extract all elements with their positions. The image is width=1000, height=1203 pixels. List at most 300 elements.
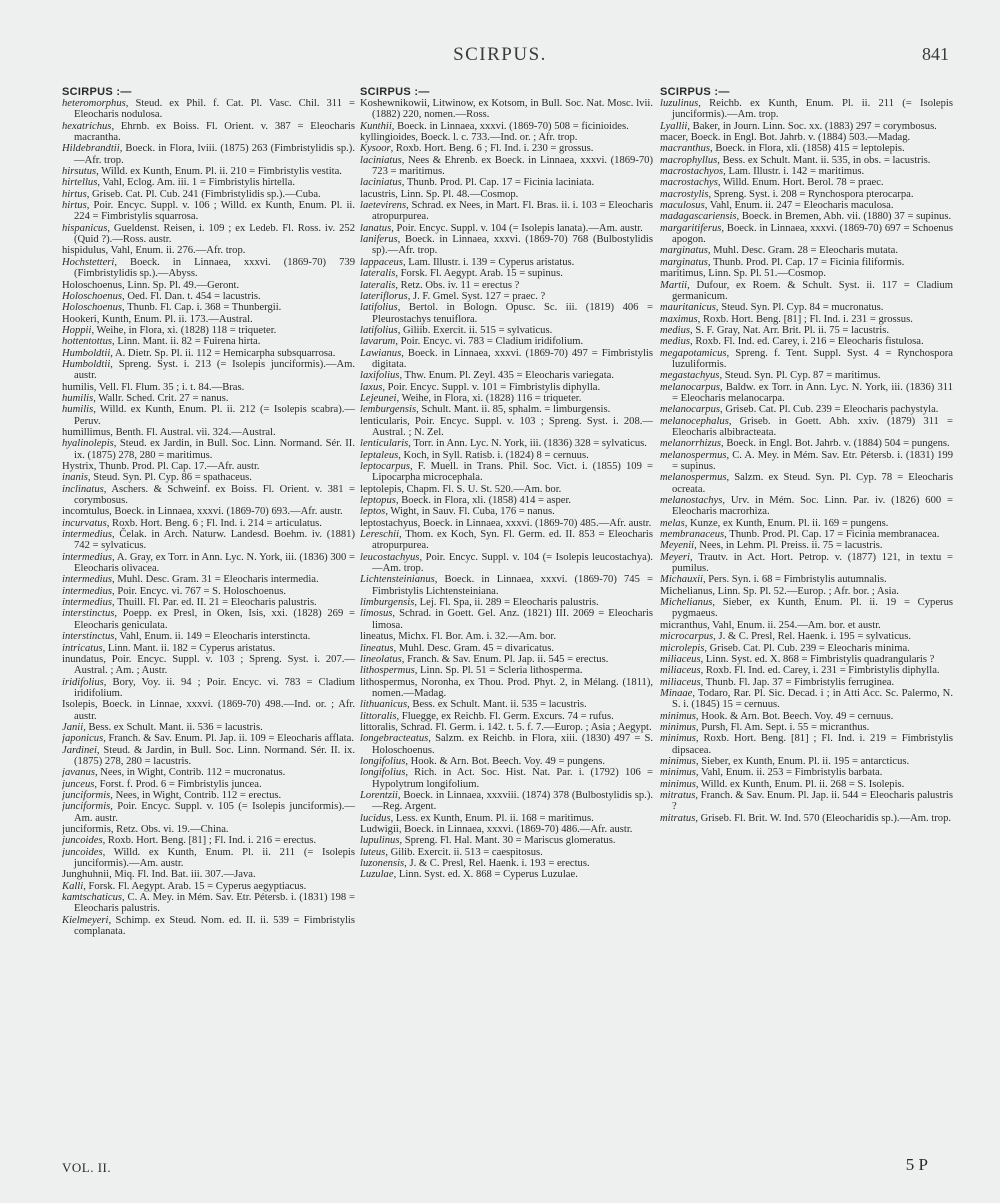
entry bbox=[660, 302, 953, 313]
entry-text: , Boeck. in Linnaea, xxxvi. (1869-70) 508 = ficinioides. bbox=[391, 120, 629, 132]
entry-name: Holoschoenus bbox=[62, 302, 123, 314]
entry bbox=[660, 665, 953, 676]
entry bbox=[660, 404, 953, 415]
entry bbox=[360, 234, 653, 257]
entry bbox=[62, 677, 355, 700]
entry-name: lineolatus bbox=[360, 653, 402, 665]
entry-text: , J. & C. Presl, Rel. Haenk. i. 193 = erectus. bbox=[404, 858, 590, 870]
entry-name: laetevirens bbox=[360, 200, 407, 212]
entry bbox=[660, 166, 953, 177]
entry bbox=[660, 631, 953, 642]
entry bbox=[360, 257, 653, 268]
entry-name: hottentottus bbox=[62, 336, 113, 348]
entry-name: Lejeunei bbox=[360, 392, 397, 404]
entry-text: , Roxb. Hort. Beng. [81] ; Fl. Ind. i. 231 = grossus. bbox=[697, 313, 913, 325]
entry-text: , Ehrnb. ex Boiss. Fl. Orient. v. 387 = Eleocharis macrantha. bbox=[74, 120, 355, 144]
entry-name: melanocarpus bbox=[660, 381, 721, 393]
entry-text: , Willd. Enum. Hort. Berol. 78 = praec. bbox=[717, 177, 884, 189]
entry-name: mauritanicus bbox=[660, 302, 716, 314]
entry-text: , Trautv. in Act. Hort. Petrop. v. (1877) 121, in textu = pumilus. bbox=[672, 551, 953, 575]
entry-text: , Wallr. Sched. Crit. 27 = nanus. bbox=[93, 392, 229, 404]
entry-name: Lichtensteinianus bbox=[360, 574, 435, 586]
entry bbox=[62, 223, 355, 246]
entry-name: Meyeri bbox=[660, 551, 690, 563]
entry-text: inundatus, Poir. Encyc. Suppl. v. 103 ; Spreng. Syst. i. 207.—Austral. ; Am. ; Austr. bbox=[62, 653, 355, 677]
column-heading: SCIRPUS :— bbox=[660, 86, 730, 98]
entry bbox=[360, 699, 653, 710]
entry bbox=[62, 824, 355, 835]
entry-name: lithospermus bbox=[360, 665, 415, 677]
signature-mark: 5 P bbox=[905, 1155, 928, 1174]
entry-text: , Thom. ex Koch, Syn. Fl. Germ. ed. II. 853 = Eleocharis atropurpurea. bbox=[372, 529, 653, 552]
entry-name: Janii bbox=[62, 721, 84, 733]
entry-name: madagascariensis bbox=[660, 211, 737, 223]
entry-text: , Fluegge, ex Reichb. Fl. Germ. Excurs. 74 = rufus. bbox=[396, 710, 614, 722]
entry-name: lemburgensis bbox=[360, 404, 417, 416]
entry bbox=[62, 461, 355, 472]
entry bbox=[360, 370, 653, 381]
entry bbox=[660, 767, 953, 778]
entry-text: , Dufour, ex Roem. & Schult. Syst. ii. 117 = Cladium germanicum. bbox=[672, 279, 953, 302]
entry-text: , J. & C. Presl, Rel. Haenk. i. 195 = sylvaticus. bbox=[713, 631, 911, 643]
entry-text: , Roxb. Hort. Beng. 6 ; Fl. Ind. i. 214 = articulatus. bbox=[106, 517, 322, 529]
entry bbox=[62, 608, 355, 631]
entry-text: , Roxb. Fl. Ind. ed. Carey, i. 216 = Eleocharis fistulosa. bbox=[690, 336, 924, 348]
entry bbox=[62, 767, 355, 778]
entry-name: leptocarpus bbox=[360, 461, 411, 472]
entry-text: littoralis, Schrad. Fl. Germ. i. 142. t. 5. f. 7.—Europ. ; Asia ; Aegypt. bbox=[360, 721, 652, 733]
entry-text: , Griseb. in Goett. Abh. xxiv. (1879) 311 = Eleocharis albibracteata. bbox=[672, 415, 953, 438]
entry bbox=[62, 314, 355, 325]
entry-text: micranthus, Vahl, Enum. ii. 254.—Am. bor. et austr. bbox=[660, 619, 881, 631]
entry-text: , Bess. ex Schult. Mant. ii. 535, in obs. = lacustris. bbox=[717, 154, 931, 166]
entry bbox=[360, 574, 653, 597]
entry-text: lacustris, Linn. Sp. Pl. 48.—Cosmop. bbox=[360, 188, 519, 200]
entry-text: , Franch. & Sav. Enum. Pl. Jap. ii. 109 = Eleocharis afflata. bbox=[103, 733, 354, 745]
entry bbox=[62, 438, 355, 461]
entry bbox=[660, 177, 953, 188]
entry bbox=[360, 597, 653, 608]
entry-name: mitratus bbox=[660, 812, 696, 824]
entry bbox=[62, 200, 355, 223]
entry-text: , Giliib. Exercit. ii. 515 = sylvaticus. bbox=[397, 324, 553, 336]
entry-name: lithuanicus bbox=[360, 699, 408, 711]
entry bbox=[62, 427, 355, 438]
entry-text: , Thunb. Prod. Pl. Cap. 17 = Ficinia filiformis. bbox=[707, 256, 905, 268]
entry bbox=[660, 472, 953, 495]
entry-name: lupulinus bbox=[360, 835, 400, 847]
entry-name: luteus bbox=[360, 846, 386, 858]
entry-text: , Retz. Obs. iv. 11 = erectus ? bbox=[395, 279, 520, 291]
entry-name: melanocephalus bbox=[660, 415, 729, 427]
entry-text: , Vahl, Enum. ii. 149 = Eleocharis interstincta. bbox=[114, 631, 311, 643]
entry-text: , Kunze, ex Kunth, Enum. Pl. ii. 169 = pungens. bbox=[684, 517, 889, 529]
entry bbox=[62, 291, 355, 302]
entry-name: latifolius bbox=[360, 324, 398, 336]
entry-text: , Thunb. Fl. Jap. 37 = Fimbristylis ferruginea. bbox=[700, 676, 895, 688]
entry-text: , A. Gray, ex Torr. in Ann. Lyc. N. York, iii. (1836) 300 = Eleocharis olivacea. bbox=[74, 551, 355, 575]
entry-name: laxifolius bbox=[360, 370, 400, 382]
entry-text: , Poir. Encyc. Suppl. v. 106 ; Willd. ex Kunth, Enum. Pl. ii. 224 = Fimbristylis squarrosa. bbox=[74, 200, 355, 223]
entry bbox=[660, 779, 953, 790]
entry-name: microcarpus bbox=[660, 631, 714, 643]
entry-text: , Bertol. in Bologn. Opusc. Sc. iii. (1819) 406 = Pleurostachys tenuiflora. bbox=[372, 302, 653, 325]
entry-text: , Boeck. in Linnaea, xxxvi. (1869-70) 745 = Fimbristylis Lichtensteiniana. bbox=[372, 574, 653, 597]
entry bbox=[660, 336, 953, 347]
entry-name: humilis bbox=[62, 404, 94, 416]
entry bbox=[360, 835, 653, 846]
entry-name: incurvatus bbox=[62, 517, 107, 529]
entry-name: Humboldtii bbox=[62, 358, 111, 370]
entry bbox=[360, 416, 653, 439]
entry-text: , Koch, in Syll. Ratisb. i. (1824) 8 = cernuus. bbox=[398, 449, 589, 461]
entry-name: Michauxii bbox=[660, 574, 703, 586]
entry-name: macrophyllus bbox=[660, 154, 718, 166]
entry-name: laniferus bbox=[360, 234, 398, 246]
entry bbox=[660, 132, 953, 143]
entry-text: , Muhl. Desc. Gram. 31 = Eleocharis intermedia. bbox=[112, 574, 319, 586]
entry-text: Ludwigii, Boeck. in Linnaea, xxxvi. (1869-70) 486.—Afr. austr. bbox=[360, 824, 633, 835]
entry-list bbox=[660, 98, 953, 824]
entry bbox=[360, 484, 653, 495]
entry bbox=[660, 540, 953, 551]
entry bbox=[360, 438, 653, 449]
entry bbox=[660, 756, 953, 767]
entry-name: microlepis bbox=[660, 642, 705, 654]
entry-name: Lyallii bbox=[660, 120, 688, 132]
entry-name: lappaceus bbox=[360, 256, 403, 268]
entry-text: , Nees, in Wight, Contrib. 112 = erectus. bbox=[110, 789, 282, 801]
running-head bbox=[0, 44, 1000, 70]
entry-name: medius bbox=[660, 336, 691, 348]
entry-name: Humboldtii bbox=[62, 347, 111, 359]
entry-name: inclinatus bbox=[62, 483, 104, 495]
column-1 bbox=[62, 86, 355, 1166]
entry-text: , Thuill. Fl. Par. ed. II. 21 = Eleocharis palustris. bbox=[112, 597, 317, 609]
entry-text: , Bess. ex Schult. Mant. ii. 536 = lacustris. bbox=[83, 721, 263, 733]
entry-text: , Forsk. Fl. Aegypt. Arab. 15 = Cyperus aegyptiacus. bbox=[83, 880, 307, 892]
entry-name: Kielmeyeri bbox=[62, 914, 109, 926]
entry-name: hyalinolepis bbox=[62, 438, 114, 450]
entry-text: , Boeck. in Linnaea, xxxviii. (1874) 378 (Bulbostylidis sp.).—Reg. Argent. bbox=[372, 789, 653, 813]
entry bbox=[360, 518, 653, 529]
column-heading: SCIRPUS :— bbox=[360, 86, 430, 98]
entry-name: Jardinei bbox=[62, 744, 97, 756]
entry bbox=[62, 722, 355, 733]
entry-name: lateralis bbox=[360, 268, 396, 280]
entry-text: , Willd. ex Kunth, Enum. Pl. ii. 268 = S. Isolepis. bbox=[695, 778, 905, 790]
entry-text: , Poir. Encyc. vi. 783 = Cladium iridifolium. bbox=[395, 336, 584, 348]
entry-name: laciniatus bbox=[360, 177, 402, 189]
entry-name: kamtschaticus bbox=[62, 892, 123, 904]
entry bbox=[62, 484, 355, 507]
entry bbox=[360, 155, 653, 178]
entry bbox=[360, 711, 653, 722]
entry-name: maculosus bbox=[660, 200, 705, 212]
entry bbox=[62, 121, 355, 144]
entry-text: , Linn. Mant. ii. 182 = Cyperus aristatus. bbox=[102, 642, 276, 654]
entry-name: maximus bbox=[660, 313, 698, 325]
entry bbox=[660, 200, 953, 211]
entry-text: , Gueldenst. Reisen, i. 109 ; ex Ledeb. Fl. Ross. iv. 252 (Quid ?).—Ross. austr. bbox=[74, 222, 355, 246]
entry-text: , Schrad. ex Nees, in Mart. Fl. Bras. ii. i. 103 = Eleocharis atropurpurea. bbox=[372, 200, 653, 223]
entry-name: minimus bbox=[660, 710, 696, 722]
entry-name: minimus bbox=[660, 733, 696, 745]
entry bbox=[360, 461, 653, 484]
entry-name: interstinctus bbox=[62, 631, 115, 643]
entry-text: , Boeck. in Flora, xli. (1858) 414 = asper. bbox=[395, 495, 572, 507]
entry-text: , Aschers. & Schweinf. ex Boiss. Fl. Orient. v. 381 = corymbosus. bbox=[74, 483, 355, 507]
entry-name: Kunthii bbox=[360, 120, 392, 132]
entry bbox=[360, 291, 653, 302]
entry-text: humillimus, Benth. Fl. Austral. vii. 324.—Austral. bbox=[62, 426, 276, 438]
entry bbox=[360, 495, 653, 506]
entry-text: , Linn. Mant. ii. 82 = Fuirena hirta. bbox=[112, 336, 261, 348]
entry bbox=[62, 552, 355, 575]
entry-name: melas bbox=[660, 517, 685, 529]
entry bbox=[360, 813, 653, 824]
entry-text: , Hook. & Arn. Bot. Beech. Voy. 49 = pungens. bbox=[405, 755, 606, 767]
entry-text: leptostachyus, Boeck. in Linnaea, xxxvi. (1869-70) 485.—Afr. austr. bbox=[360, 517, 652, 529]
entry bbox=[660, 257, 953, 268]
entry-name: Meyenii bbox=[660, 540, 695, 552]
entry-text: , Roxb. Fl. Ind. ed. Carey, i. 231 = Fimbristylis diphylla. bbox=[700, 665, 940, 677]
entry-text: Michelianus, Linn. Sp. Pl. 52.—Europ. ; Afr. bor. ; Asia. bbox=[660, 585, 899, 597]
entry-text: , Poir. Encyc. Suppl. v. 104 (= Isolepis leucostachya).—Am. trop. bbox=[372, 551, 653, 575]
entry-name: intermedius bbox=[62, 597, 113, 609]
entry bbox=[360, 790, 653, 813]
entry bbox=[62, 597, 355, 608]
entry-name: miliaceus bbox=[660, 665, 701, 677]
entry-name: Kalli bbox=[62, 880, 84, 892]
entry bbox=[660, 245, 953, 256]
entry bbox=[660, 733, 953, 756]
entry-text: , Thunb. Prod. Pl. Cap. 17 = Ficinia membranacea. bbox=[724, 529, 940, 541]
entry-text: Junghuhnii, Miq. Fl. Ind. Bat. iii. 307.—Java. bbox=[62, 869, 256, 881]
entry-text: , C. A. Mey. in Mém. Sav. Etr. Pétersb. i. (1831) 198 = Eleocharis palustris. bbox=[74, 892, 355, 915]
entry bbox=[360, 529, 653, 552]
entry-name: limburgensis bbox=[360, 597, 415, 609]
entry-text: , Boeck. in Linnaea, xxxvi. (1869-70) 739 (Fimbristylidis sp.).—Abyss. bbox=[74, 256, 355, 280]
entry bbox=[660, 597, 953, 620]
entry-text: , Franch. & Sav. Enum. Pl. Jap. ii. 544 = Eleocharis palustris ? bbox=[672, 789, 953, 813]
entry-text: , Schimp. ex Steud. Nom. ed. II. ii. 539 = Fimbristylis complanata. bbox=[74, 914, 355, 938]
entry bbox=[62, 586, 355, 597]
entry-text: , Linn. Syst. ed. X. 868 = Cyperus Luzulae. bbox=[393, 869, 578, 881]
entry bbox=[660, 348, 953, 371]
entry-name: intermedius bbox=[62, 574, 113, 586]
entry-text: , Gilib. Exercit. ii. 513 = caespitosus. bbox=[385, 846, 543, 858]
page-number: 841 bbox=[922, 44, 949, 64]
entry-name: lateriflorus bbox=[360, 290, 408, 302]
entry-text: Hookeri, Kunth, Enum. Pl. ii. 173.—Austral. bbox=[62, 313, 253, 325]
entry-name: longebracteatus bbox=[360, 733, 429, 745]
entry bbox=[62, 336, 355, 347]
entry bbox=[360, 189, 653, 200]
entry bbox=[360, 143, 653, 154]
entry-text: , Weihe, in Flora, xi. (1828) 116 = triqueter. bbox=[396, 392, 582, 404]
entry bbox=[360, 302, 653, 325]
entry-name: hirtus bbox=[62, 200, 87, 212]
entry-name: hirtus bbox=[62, 188, 87, 200]
entry-name: longifolius bbox=[360, 755, 406, 767]
entry bbox=[660, 722, 953, 733]
entry bbox=[360, 552, 653, 575]
entry bbox=[360, 348, 653, 371]
entry bbox=[360, 325, 653, 336]
entry-name: melanorrhizus bbox=[660, 438, 722, 450]
entry bbox=[660, 450, 953, 473]
entry bbox=[62, 779, 355, 790]
entry bbox=[360, 722, 653, 733]
entry bbox=[360, 450, 653, 461]
entry bbox=[660, 574, 953, 585]
entry bbox=[660, 495, 953, 518]
entry bbox=[360, 608, 653, 631]
entry-text: , Steud. Syn. Pl. Cyp. 87 = maritimus. bbox=[719, 370, 881, 382]
entry-text: , Willd. ex Kunth, Enum. Pl. ii. 211 (= Isolepis junciformis).—Am. austr. bbox=[74, 846, 355, 870]
entry-text: , S. F. Gray, Nat. Arr. Brit. Pl. ii. 75 = lacustris. bbox=[690, 324, 889, 336]
entry bbox=[660, 620, 953, 631]
entry-text: , Steud. Syn. Pl. Cyp. 86 = spathaceus. bbox=[87, 472, 252, 484]
entry-name: lanatus bbox=[360, 222, 392, 234]
entry bbox=[62, 915, 355, 938]
entry-name: junciformis bbox=[62, 801, 111, 813]
entry bbox=[62, 654, 355, 677]
entry-name: minimus bbox=[660, 721, 696, 733]
entry-name: junciformis bbox=[62, 789, 111, 801]
entry-text: maritimus, Linn. Sp. Pl. 51.—Cosmop. bbox=[660, 268, 826, 280]
entry-list bbox=[360, 98, 653, 881]
entry bbox=[62, 643, 355, 654]
entry-text: , Spreng. Syst. i. 208 = Rynchospora pterocarpa. bbox=[708, 188, 914, 200]
entry-text: , A. Dietr. Sp. Pl. ii. 112 = Hemicarpha subsquarrosa. bbox=[110, 347, 336, 359]
entry-text: junciformis, Retz. Obs. vi. 19.—China. bbox=[62, 824, 229, 835]
entry bbox=[62, 745, 355, 768]
entry bbox=[62, 881, 355, 892]
entry-text: leptolepis, Chapm. Fl. S. U. St. 520.—Am. bor. bbox=[360, 483, 562, 495]
entry-text: , Muhl. Desc. Gram. 45 = divaricatus. bbox=[393, 642, 554, 654]
entry bbox=[62, 302, 355, 313]
entry-name: hirtellus bbox=[62, 177, 98, 189]
entry-name: melanocarpus bbox=[660, 404, 721, 416]
entry-text: , Spreng. Fl. Hal. Mant. 30 = Mariscus glomeratus. bbox=[399, 835, 616, 847]
entry-name: lenticularis bbox=[360, 438, 409, 450]
entry-name: macrostylis bbox=[660, 188, 709, 200]
entry-name: leptopus bbox=[360, 495, 396, 507]
entry-text: , Steud. Syn. Pl. Cyp. 84 = mucronatus. bbox=[715, 302, 884, 314]
entry bbox=[360, 858, 653, 869]
entry-name: miliaceus bbox=[660, 653, 701, 665]
entry-text: Hystrix, Thunb. Prod. Pl. Cap. 17.—Afr. austr. bbox=[62, 461, 260, 472]
entry bbox=[360, 268, 653, 279]
entry-name: Lawianus bbox=[360, 347, 402, 359]
entry-name: humilis bbox=[62, 392, 94, 404]
entry bbox=[360, 767, 653, 790]
entry-name: laciniatus bbox=[360, 154, 402, 166]
entry bbox=[360, 643, 653, 654]
entry-text: , Griseb. Cat. Pl. Cub. 241 (Fimbristylidis sp.).—Cuba. bbox=[86, 188, 321, 200]
entry-text: , Sieber, ex Kunth, Enum. Pl. ii. 195 = antarcticus. bbox=[695, 755, 910, 767]
entry-text: , Nees, in Wight, Contrib. 112 = mucronatus. bbox=[94, 767, 286, 779]
entry bbox=[660, 155, 953, 166]
entry-name: longifolius bbox=[360, 767, 406, 779]
entry-text: , Roxb. Hort. Beng. [81] ; Fl. Ind. i. 219 = Fimbristylis dipsacea. bbox=[672, 733, 953, 756]
entry-name: lateralis bbox=[360, 279, 396, 291]
entry bbox=[62, 325, 355, 336]
entry bbox=[62, 257, 355, 280]
entry bbox=[360, 631, 653, 642]
entry bbox=[660, 280, 953, 303]
entry-text: , Thunb. Prod. Pl. Cap. 17 = Ficinia laciniata. bbox=[401, 177, 595, 189]
entry-text: , Oed. Fl. Dan. t. 454 = lacustris. bbox=[122, 290, 261, 302]
entry bbox=[360, 654, 653, 665]
entry-text: , Schrad. in Goett. Gel. Anz. (1821) III. 2069 = Eleocharis limosa. bbox=[372, 608, 653, 631]
entry-name: macrostachyos bbox=[660, 166, 724, 178]
entry bbox=[660, 586, 953, 597]
entry-name: Lereschii bbox=[360, 529, 400, 541]
entry-text: , Forst. f. Prod. 6 = Fimbristylis juncea. bbox=[94, 778, 262, 790]
entry-name: margaritiferus bbox=[660, 222, 722, 234]
entry-text: , Griseb. Fl. Brit. W. Ind. 570 (Eleocharidis sp.).—Am. trop. bbox=[695, 812, 952, 824]
entry-text: , Spreng. f. Tent. Suppl. Syst. 4 = Rynchospora luzuliformis. bbox=[672, 347, 953, 370]
entry-name: interstinctus bbox=[62, 608, 115, 620]
entry bbox=[660, 211, 953, 222]
entry-text: , Hook. & Arn. Bot. Beech. Voy. 49 = cernuus. bbox=[695, 710, 894, 722]
entry bbox=[62, 733, 355, 744]
entry-text: , Forsk. Fl. Aegypt. Arab. 15 = supinus. bbox=[395, 268, 563, 280]
entry-name: minimus bbox=[660, 778, 696, 790]
entry bbox=[360, 733, 653, 756]
entry-name: lineatus bbox=[360, 642, 394, 654]
entry bbox=[62, 280, 355, 291]
entry-text: , Nees, in Lehm. Pl. Preiss. ii. 75 = lacustris. bbox=[694, 540, 883, 552]
entry bbox=[62, 359, 355, 382]
entry-text: , Vahl, Enum. ii. 253 = Fimbristylis barbata. bbox=[695, 767, 883, 779]
entry-text: lineatus, Michx. Fl. Bor. Am. i. 32.—Am. bor. bbox=[360, 631, 556, 643]
entry-text: , Franch. & Sav. Enum. Pl. Jap. ii. 545 = erectus. bbox=[401, 653, 609, 665]
entry-name: medius bbox=[660, 324, 691, 336]
entry-text: , Poir. Encyc. Suppl. v. 105 (= Isolepis junciformis).—Am. austr. bbox=[74, 801, 355, 824]
entry-text: , Bess. ex Schult. Mant. ii. 535 = lacustris. bbox=[407, 699, 587, 711]
entry bbox=[62, 892, 355, 915]
entry-text: , Steud. ex Jardin, in Bull. Soc. Linn. Normand. Sér. II. ix. (1875) 278, 280 = maritimus. bbox=[74, 438, 355, 461]
entry bbox=[360, 869, 653, 880]
entry-text: , Rich. in Act. Soc. Hist. Nat. Par. i. (1792) 106 = Hypolytrum longifolium. bbox=[372, 767, 653, 790]
entry bbox=[660, 268, 953, 279]
entry-text: , Willd. ex Kunth, Enum. Pl. ii. 212 (= Isolepis scabra).—Peruv. bbox=[74, 404, 355, 427]
entry-name: littoralis bbox=[360, 710, 397, 722]
entry-text: , Weihe, in Flora, xi. (1828) 118 = triqueter. bbox=[91, 324, 277, 336]
entry bbox=[360, 677, 653, 700]
entry-text: , Todaro, Rar. Pl. Sic. Decad. i ; in Atti Acc. Sc. Palermo, N. S. i. (1845) 15 = cernuus. bbox=[672, 687, 953, 711]
entry-name: melanospermus bbox=[660, 472, 727, 484]
entry-text: , Willd. ex Kunth, Enum. Pl. ii. 210 = Fimbristylis vestita. bbox=[96, 166, 342, 178]
entry bbox=[62, 189, 355, 200]
entry-name: junceus bbox=[62, 778, 95, 790]
entry bbox=[360, 506, 653, 517]
entry bbox=[62, 404, 355, 427]
entry-text: , Boeck. in Flora, lviii. (1875) 263 (Fimbristylidis sp.).—Afr. trop. bbox=[74, 143, 355, 166]
entry-name: Minaae bbox=[660, 687, 693, 699]
entry-name: mitratus bbox=[660, 789, 696, 801]
entry-text: , Boeck. in Linnaea, xxxvi. (1869-70) 497 = Fimbristylis digitata. bbox=[372, 347, 653, 370]
entry-text: , C. A. Mey. in Mém. Sav. Etr. Pétersb. i. (1831) 199 = supinus. bbox=[672, 449, 953, 472]
page-title: SCIRPUS. bbox=[453, 44, 547, 65]
entry bbox=[62, 631, 355, 642]
entry bbox=[62, 177, 355, 188]
entry-text: , Lam. Illustr. i. 139 = Cyperus aristatus. bbox=[402, 256, 575, 268]
